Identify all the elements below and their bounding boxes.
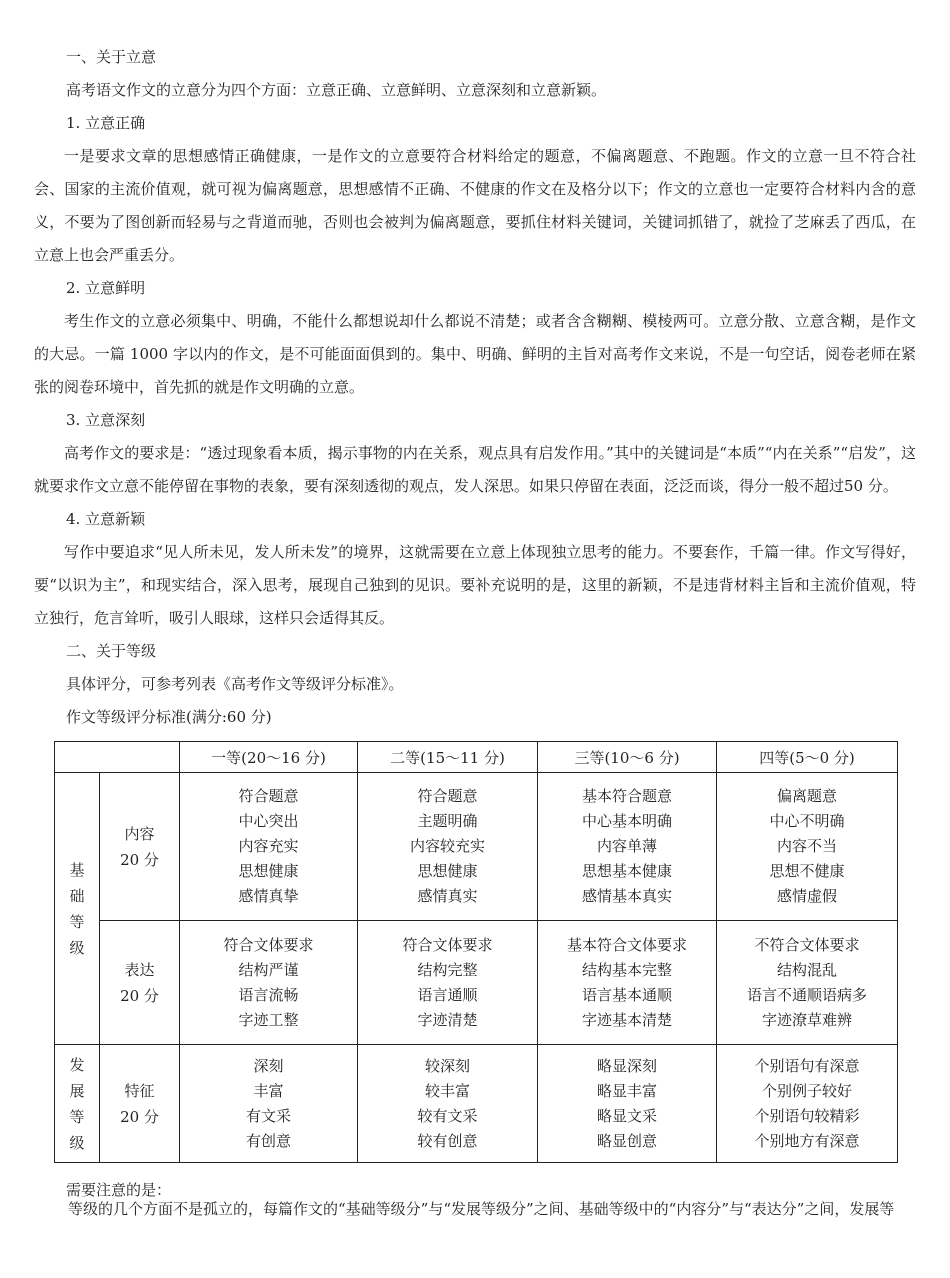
cell-line: 略显深刻 bbox=[596, 1056, 657, 1075]
group-label-basic bbox=[55, 773, 100, 1045]
item1-body: 一是要求文章的思想感情正确健康，一是作文的立意要符合材料给定的题意，不偏离题意、不跑题。作文的立意一旦不符合社会、国家的主流价值观，就可视为偏离题意，思想感情不正确、不健康的作文在及格分以下；作文的立意也一定要符合材料内含的意义，不要为了图创新而轻易与之背道而驰，否则也会被判为偏离题意，要抓住材料关键词，关键词抓错了，就捡了芝麻丢了西瓜，在立意上也会严重丢分。 bbox=[34, 147, 916, 264]
row-label-content bbox=[100, 773, 180, 921]
cell-line: 符合文体要求 bbox=[402, 935, 493, 954]
table-cell bbox=[717, 773, 898, 921]
cell-line: 思想健康 bbox=[417, 862, 478, 880]
group-label-char: 展 bbox=[69, 1081, 85, 1100]
section2-heading: 二、关于等级 bbox=[66, 642, 157, 660]
cell-line: 语言通顺 bbox=[417, 985, 478, 1004]
cell-line: 略显文采 bbox=[596, 1106, 657, 1125]
cell-line: 字迹基本清楚 bbox=[581, 1010, 672, 1029]
cell-line: 感情基本真实 bbox=[581, 887, 672, 905]
cell-line: 较有文采 bbox=[417, 1106, 478, 1125]
cell-line: 感情真实 bbox=[417, 887, 478, 905]
table-cell bbox=[538, 1045, 717, 1163]
table-cell bbox=[358, 1045, 538, 1163]
row-label-expression bbox=[100, 921, 180, 1045]
header-blank-cell bbox=[55, 742, 180, 773]
cell-line: 字迹工整 bbox=[238, 1010, 299, 1029]
note-cutoff-text: 等级的几个方面不是孤立的，每篇作文的“基础等级分”与“发展等级分”之间、基础等级中的“内容分”与“表达分”之间，发展等 bbox=[68, 1200, 895, 1218]
item4-body: 写作中要追求“见人所未见，发人所未发”的境界，这就需要在立意上体现独立思考的能力。不要套作，千篇一律。作文写得好，要“以识为主”，和现实结合，深入思考，展现自己独到的见识。要补充说明的是，这里的新颖，不是违背材料主旨和主流价值观，特立独行，危言耸听，吸引人眼球，这样只会适得其反。 bbox=[34, 543, 916, 627]
section1-intro: 高考语文作文的立意分为四个方面：立意正确、立意鲜明、立意深刻和立意新颖。 bbox=[66, 81, 607, 99]
table-cell bbox=[717, 1045, 898, 1163]
cell-line: 较深刻 bbox=[424, 1056, 470, 1075]
item4-title: 4. 立意新颖 bbox=[66, 510, 146, 528]
table-cell bbox=[717, 921, 898, 1045]
table-header-row bbox=[55, 742, 898, 773]
table-cell bbox=[538, 921, 717, 1045]
cell-line: 符合题意 bbox=[238, 787, 299, 805]
cell-line: 中心基本明确 bbox=[581, 812, 672, 830]
cell-line: 结构完整 bbox=[417, 960, 478, 979]
cell-line: 偏离题意 bbox=[776, 787, 837, 805]
cell-line: 语言不通顺语病多 bbox=[746, 985, 867, 1004]
table-row-expression bbox=[55, 921, 898, 1045]
cell-line: 个别地方有深意 bbox=[754, 1131, 860, 1150]
grading-table bbox=[54, 741, 898, 1163]
row-name: 内容 bbox=[124, 824, 155, 843]
section2-intro: 具体评分，可参考列表《高考作文等级评分标准》。 bbox=[66, 675, 404, 693]
row-label-features bbox=[100, 1045, 180, 1163]
cell-line: 字迹清楚 bbox=[417, 1010, 478, 1029]
cell-line: 内容充实 bbox=[238, 837, 299, 855]
row-name: 表达 bbox=[124, 960, 155, 979]
group-label-char: 级 bbox=[69, 938, 85, 957]
row-score: 20 分 bbox=[120, 986, 159, 1005]
note-cutoff-line bbox=[68, 1200, 918, 1218]
cell-line: 内容不当 bbox=[776, 837, 837, 855]
cell-line: 思想基本健康 bbox=[581, 862, 672, 880]
cell-line: 个别语句有深意 bbox=[754, 1056, 860, 1075]
table-cell bbox=[538, 773, 717, 921]
cell-line: 较丰富 bbox=[424, 1081, 470, 1100]
table-cell bbox=[180, 773, 358, 921]
cell-line: 主题明确 bbox=[417, 812, 478, 830]
cell-line: 内容较充实 bbox=[409, 837, 485, 855]
cell-line: 符合文体要求 bbox=[223, 935, 314, 954]
group-label-char: 发 bbox=[69, 1055, 85, 1074]
table-cell bbox=[180, 921, 358, 1045]
group-label-char: 等 bbox=[69, 912, 85, 931]
cell-line: 略显创意 bbox=[596, 1131, 657, 1150]
cell-line: 结构混乱 bbox=[776, 960, 837, 979]
cell-line: 有创意 bbox=[245, 1131, 291, 1150]
table-row-content bbox=[55, 773, 898, 921]
cell-line: 深刻 bbox=[253, 1056, 284, 1075]
row-score: 20 分 bbox=[120, 1107, 159, 1126]
group-label-development bbox=[55, 1045, 100, 1163]
note-heading: 需要注意的是： bbox=[66, 1181, 172, 1199]
cell-line: 基本符合题意 bbox=[581, 787, 672, 805]
cell-line: 有文采 bbox=[245, 1106, 291, 1125]
cell-line: 思想健康 bbox=[238, 862, 299, 880]
group-label-char: 等 bbox=[69, 1107, 85, 1126]
cell-line: 结构严谨 bbox=[238, 960, 299, 979]
row-name: 特征 bbox=[124, 1081, 155, 1100]
item3-title: 3. 立意深刻 bbox=[66, 411, 146, 429]
cell-line: 字迹潦草难辨 bbox=[761, 1010, 852, 1029]
table-cell bbox=[358, 773, 538, 921]
cell-line: 中心不明确 bbox=[769, 812, 845, 830]
table-row-features bbox=[55, 1045, 898, 1163]
cell-line: 基本符合文体要求 bbox=[566, 935, 687, 954]
item3-body: 高考作文的要求是：“透过现象看本质，揭示事物的内在关系，观点具有启发作用。”其中的关键词是“本质”“内在关系”“启发”，这就要求作文立意不能停留在事物的表象，要有深刻透彻的观点，发人深思。如果只停留在表面，泛泛而谈，得分一般不超过50 分。 bbox=[34, 444, 916, 495]
header-grade-4: 四等(5～0 分) bbox=[717, 742, 898, 773]
cell-line: 中心突出 bbox=[238, 812, 299, 830]
table-cell bbox=[358, 921, 538, 1045]
row-score: 20 分 bbox=[120, 850, 159, 869]
cell-line: 内容单薄 bbox=[596, 837, 657, 855]
cell-line: 略显丰富 bbox=[596, 1081, 657, 1100]
cell-line: 符合题意 bbox=[417, 787, 478, 805]
group-label-char: 础 bbox=[69, 886, 85, 905]
cell-line: 感情虚假 bbox=[776, 887, 837, 905]
table-cell bbox=[180, 1045, 358, 1163]
header-grade-2: 二等(15～11 分) bbox=[358, 742, 538, 773]
item2-body: 考生作文的立意必须集中、明确，不能什么都想说却什么都说不清楚；或者含含糊糊、模棱两可。立意分散、立意含糊，是作文的大忌。一篇 1000 字以内的作文，是不可能面面俱到的。集中、明确、鲜明的主旨对高考作文来说，不是一句空话，阅卷老师在紧张的阅卷环境中，首先抓的就是作文明确的立意。 bbox=[34, 312, 916, 396]
header-grade-1: 一等(20～16 分) bbox=[180, 742, 358, 773]
section1-heading: 一、关于立意 bbox=[66, 48, 157, 66]
item1-title: 1. 立意正确 bbox=[66, 114, 146, 132]
cell-line: 较有创意 bbox=[417, 1131, 478, 1150]
cell-line: 个别例子较好 bbox=[761, 1081, 852, 1100]
item2-title: 2. 立意鲜明 bbox=[66, 279, 146, 297]
cell-line: 不符合文体要求 bbox=[754, 935, 860, 954]
cell-line: 语言流畅 bbox=[238, 985, 299, 1004]
cell-line: 思想不健康 bbox=[769, 862, 845, 880]
cell-line: 语言基本通顺 bbox=[581, 985, 672, 1004]
group-label-char: 级 bbox=[69, 1133, 85, 1152]
table-caption: 作文等级评分标准(满分:60 分) bbox=[66, 708, 272, 726]
cell-line: 个别语句较精彩 bbox=[754, 1106, 860, 1125]
group-label-char: 基 bbox=[69, 860, 85, 879]
header-grade-3: 三等(10～6 分) bbox=[538, 742, 717, 773]
cell-line: 感情真挚 bbox=[238, 887, 299, 905]
cell-line: 丰富 bbox=[253, 1081, 284, 1100]
cell-line: 结构基本完整 bbox=[581, 960, 672, 979]
